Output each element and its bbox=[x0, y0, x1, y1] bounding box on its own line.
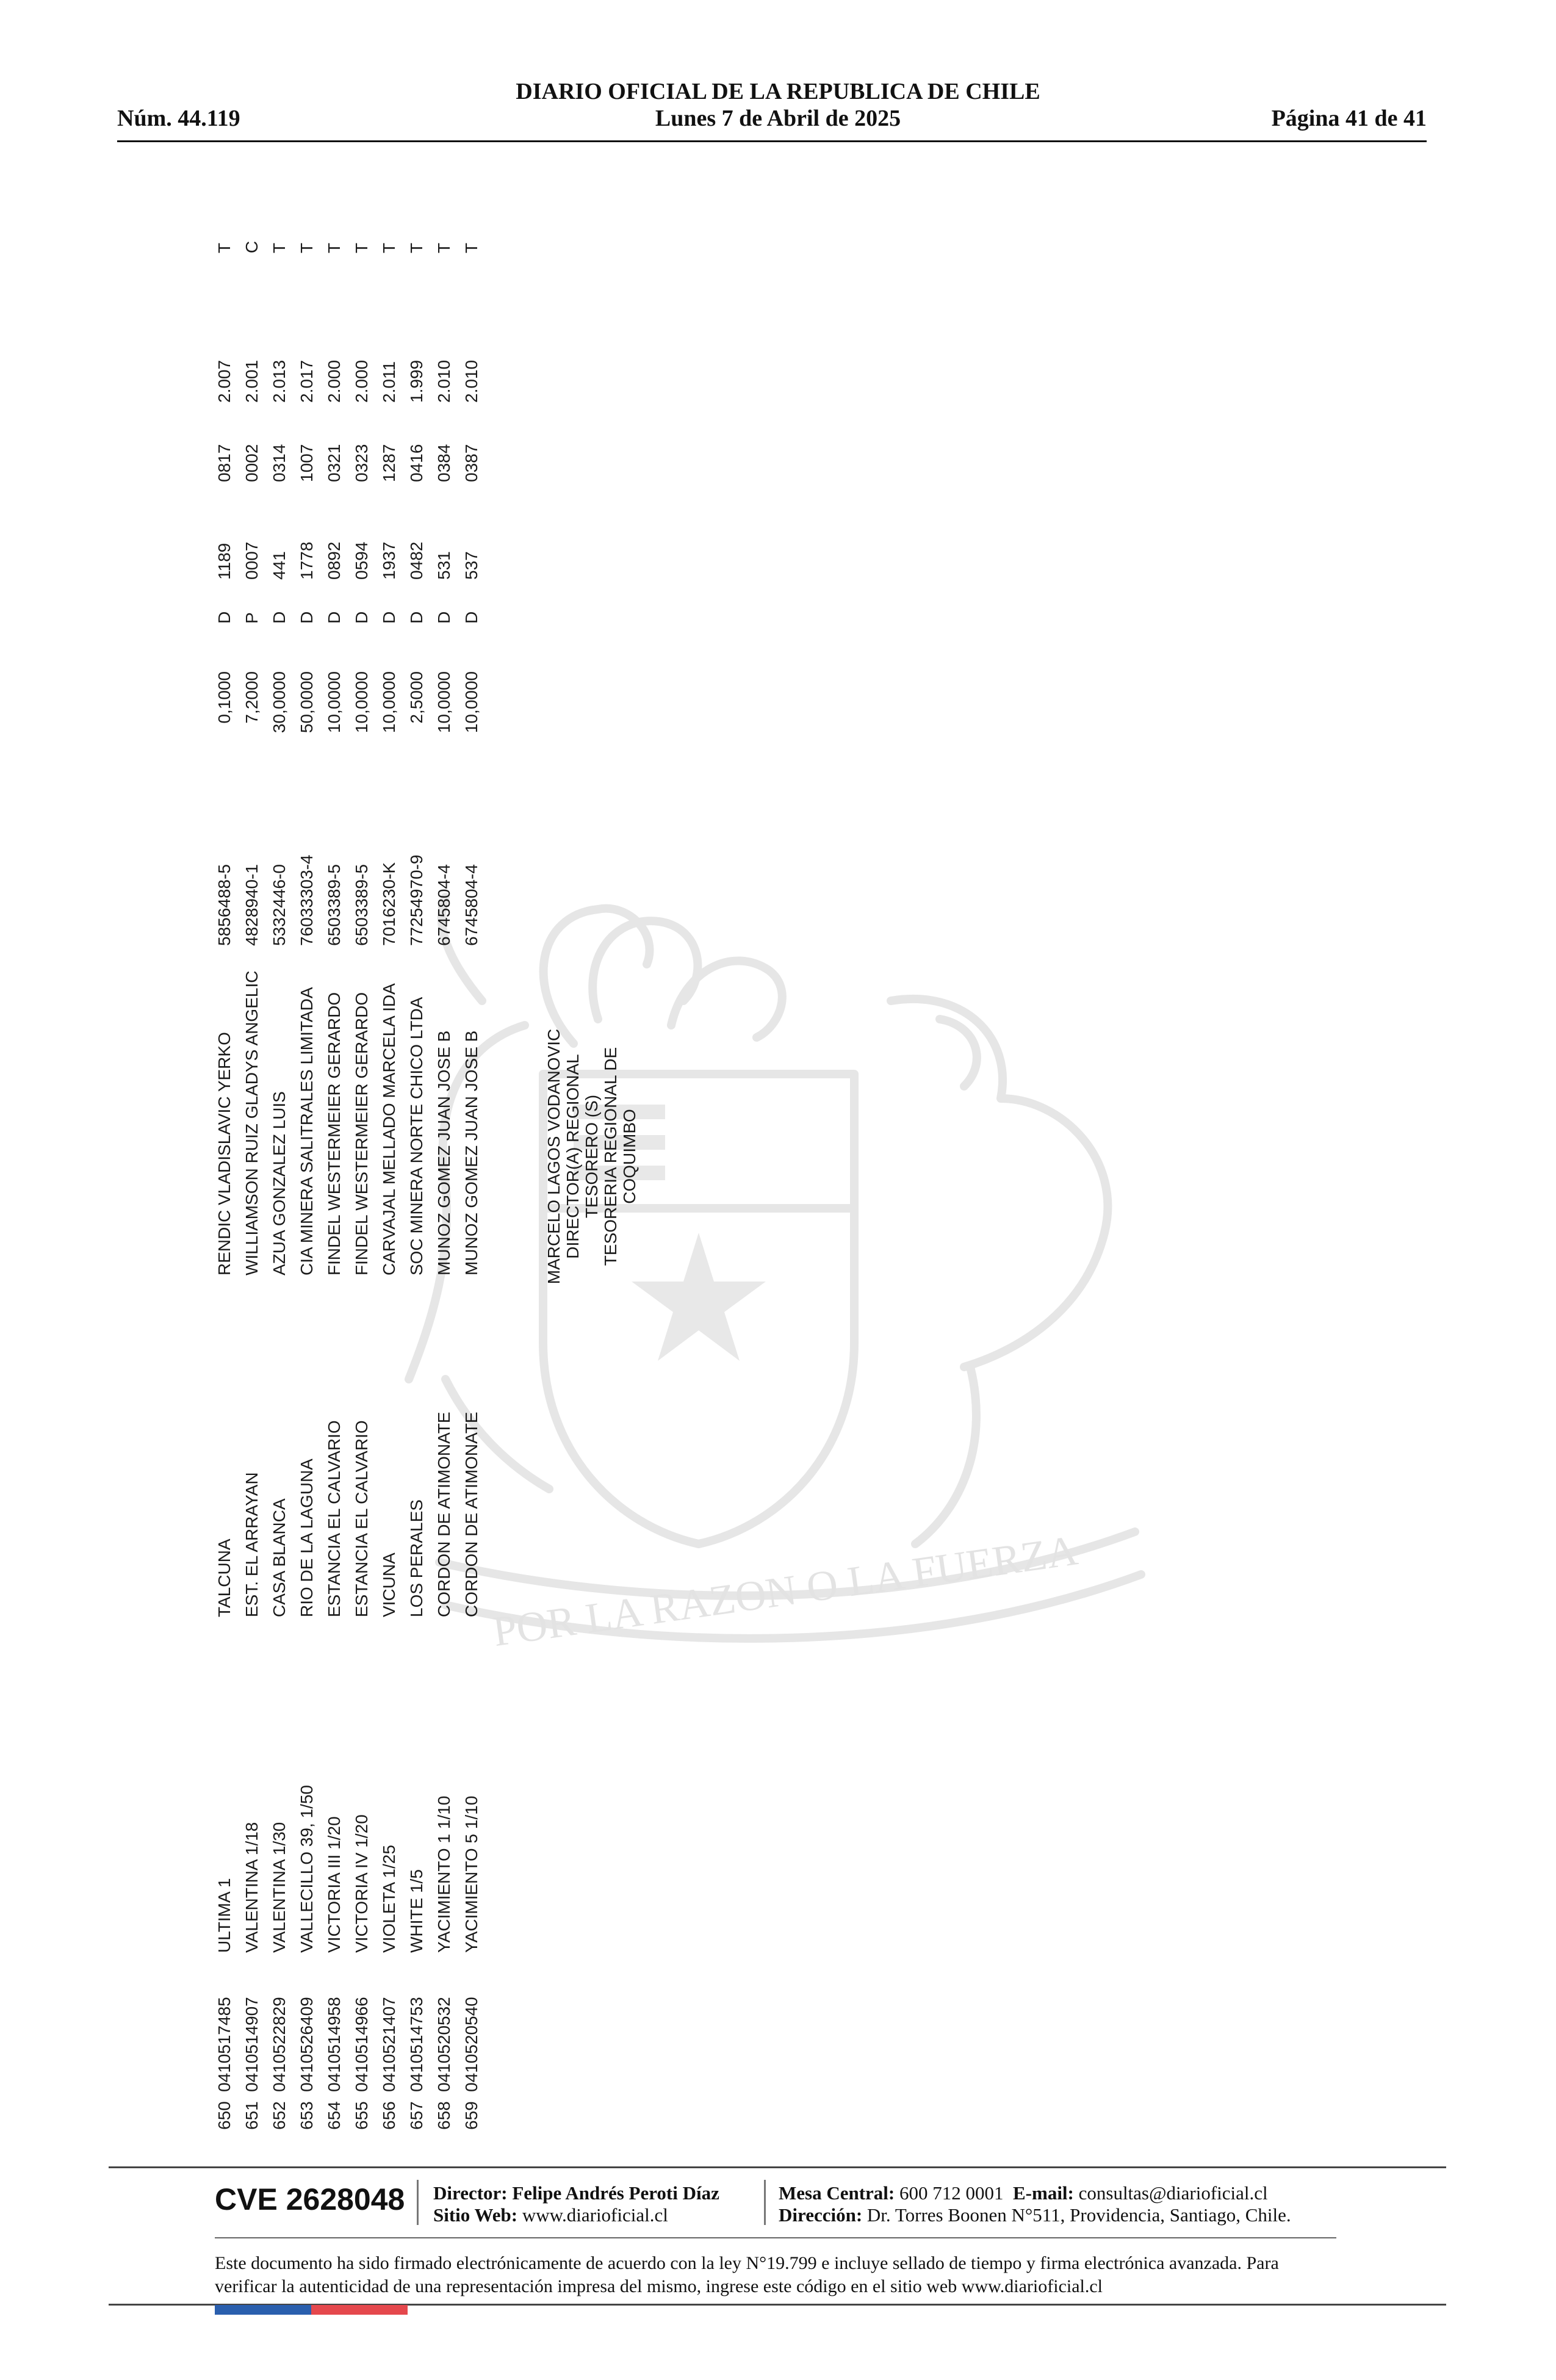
year-value: 1.999 bbox=[407, 359, 426, 403]
footer-separator bbox=[417, 2180, 419, 2225]
class-code: T bbox=[325, 242, 344, 253]
type-code: P bbox=[242, 612, 261, 624]
owner-name: SOC MINERA NORTE CHICO LTDA bbox=[407, 997, 426, 1275]
area-value: 30,0000 bbox=[270, 671, 289, 734]
area-value: 2,5000 bbox=[407, 671, 426, 724]
owner-name: AZUA GONZALEZ LUIS bbox=[270, 1091, 289, 1275]
email-label: E-mail: bbox=[1013, 2182, 1074, 2204]
location: CORDON DE ATIMONATE bbox=[462, 1412, 481, 1617]
signature-block bbox=[544, 1007, 654, 1306]
year-value: 2.013 bbox=[270, 359, 289, 403]
email-link[interactable]: consultas@diarioficial.cl bbox=[1078, 2182, 1268, 2204]
table-row bbox=[406, 220, 428, 2130]
concession-name: WHITE 1/5 bbox=[407, 1869, 426, 1953]
row-number: 654 bbox=[325, 2101, 344, 2130]
signer-role-1: DIRECTOR(A) REGIONAL bbox=[563, 1054, 582, 1259]
concession-code: 0410520540 bbox=[462, 1997, 481, 2092]
location: TALCUNA bbox=[215, 1538, 234, 1617]
register-number: 0594 bbox=[352, 541, 371, 580]
concession-name: YACIMIENTO 5 1/10 bbox=[462, 1795, 481, 1953]
director-name: Felipe Andrés Peroti Díaz bbox=[512, 2182, 719, 2204]
row-number: 656 bbox=[380, 2101, 398, 2130]
table-row bbox=[241, 220, 263, 2130]
concession-code: 0410526409 bbox=[297, 1997, 316, 2092]
type-code: D bbox=[434, 611, 453, 624]
location: CORDON DE ATIMONATE bbox=[434, 1412, 453, 1617]
register-number: 0892 bbox=[325, 541, 344, 580]
area-value: 10,0000 bbox=[434, 671, 453, 734]
footer-contact-block bbox=[779, 2182, 1291, 2226]
header-rule bbox=[117, 140, 1427, 142]
table-row bbox=[433, 220, 455, 2130]
table-row bbox=[351, 220, 373, 2130]
owner-rut: 6503389-5 bbox=[325, 864, 344, 946]
concession-name: YACIMIENTO 1 1/10 bbox=[434, 1795, 453, 1953]
footer-rule-mid bbox=[215, 2237, 1336, 2238]
concession-code: 0410514966 bbox=[352, 1997, 371, 2092]
cve-code: CVE 2628048 bbox=[215, 2182, 405, 2216]
phone-label: Mesa Central: bbox=[779, 2182, 895, 2204]
registry-table bbox=[214, 220, 494, 2130]
row-number: 655 bbox=[352, 2101, 371, 2130]
class-code: T bbox=[434, 242, 453, 253]
folio-number: 0323 bbox=[352, 444, 371, 482]
class-code: T bbox=[215, 242, 234, 253]
year-value: 2.000 bbox=[352, 359, 371, 403]
class-code: T bbox=[297, 242, 316, 253]
masthead-date: Lunes 7 de Abril de 2025 bbox=[655, 106, 901, 131]
year-value: 2.001 bbox=[242, 359, 261, 403]
site-label: Sitio Web: bbox=[433, 2204, 518, 2226]
concession-name: VIOLETA 1/25 bbox=[380, 1845, 398, 1953]
owner-rut: 6745804-4 bbox=[462, 864, 481, 946]
area-value: 10,0000 bbox=[325, 671, 344, 734]
folio-number: 1007 bbox=[297, 444, 316, 482]
row-number: 657 bbox=[407, 2101, 426, 2130]
concession-code: 0410514753 bbox=[407, 1997, 426, 2092]
class-code: C bbox=[242, 240, 261, 253]
director-label: Director: bbox=[433, 2182, 508, 2204]
year-value: 2.010 bbox=[462, 359, 481, 403]
owner-name: WILLIAMSON RUIZ GLADYS ANGELIC bbox=[242, 970, 261, 1275]
register-number: 1937 bbox=[380, 541, 398, 580]
row-number: 659 bbox=[462, 2101, 481, 2130]
concession-name: VALENTINA 1/18 bbox=[242, 1822, 261, 1953]
concession-code: 0410521407 bbox=[380, 1997, 398, 2092]
type-code: D bbox=[270, 611, 289, 624]
year-value: 2.007 bbox=[215, 359, 234, 403]
signer-office-1: TESORERIA REGIONAL DE bbox=[601, 1047, 620, 1266]
row-number: 653 bbox=[297, 2101, 316, 2130]
owner-name: CARVAJAL MELLADO MARCELA IDA bbox=[380, 983, 398, 1275]
folio-number: 0817 bbox=[215, 444, 234, 482]
flag-stripe-blue bbox=[215, 2305, 311, 2315]
type-code: D bbox=[297, 611, 316, 624]
concession-name: VICTORIA IV 1/20 bbox=[352, 1814, 371, 1953]
area-value: 0,1000 bbox=[215, 671, 234, 724]
class-code: T bbox=[270, 242, 289, 253]
area-value: 50,0000 bbox=[297, 671, 316, 734]
concession-name: VALLECILLO 39, 1/50 bbox=[297, 1785, 316, 1953]
area-value: 10,0000 bbox=[380, 671, 398, 734]
table-row bbox=[214, 220, 236, 2130]
signer-role-2: TESORERO (S) bbox=[582, 1094, 601, 1219]
issue-number: Núm. 44.119 bbox=[117, 106, 240, 131]
owner-name: CIA MINERA SALITRALES LIMITADA bbox=[297, 987, 316, 1275]
folio-number: 0314 bbox=[270, 444, 289, 482]
concession-code: 0410522829 bbox=[270, 1997, 289, 2092]
register-number: 1778 bbox=[297, 541, 316, 580]
class-code: T bbox=[352, 242, 371, 253]
register-number: 441 bbox=[270, 551, 289, 580]
footer-separator bbox=[764, 2180, 766, 2225]
location: CASA BLANCA bbox=[270, 1498, 289, 1617]
folio-number: 0321 bbox=[325, 444, 344, 482]
class-code: T bbox=[407, 242, 426, 253]
type-code: D bbox=[380, 611, 398, 624]
folio-number: 1287 bbox=[380, 444, 398, 482]
signer-name: MARCELO LAGOS VODANOVIC bbox=[544, 1028, 563, 1285]
type-code: D bbox=[407, 611, 426, 624]
table-row bbox=[268, 220, 290, 2130]
concession-name: VALENTINA 1/30 bbox=[270, 1822, 289, 1953]
year-value: 2.010 bbox=[434, 359, 453, 403]
address-value: Dr. Torres Boonen N°511, Providencia, Santiago, Chile. bbox=[866, 2204, 1291, 2226]
folio-number: 0002 bbox=[242, 444, 261, 482]
owner-name: FINDEL WESTERMEIER GERARDO bbox=[352, 992, 371, 1275]
row-number: 650 bbox=[215, 2101, 234, 2130]
folio-number: 0387 bbox=[462, 444, 481, 482]
year-value: 2.000 bbox=[325, 359, 344, 403]
type-code: D bbox=[215, 611, 234, 624]
masthead-title: DIARIO OFICIAL DE LA REPUBLICA DE CHILE bbox=[516, 79, 1040, 104]
watermark-motto: POR LA RAZON O LA FUERZA bbox=[489, 1527, 1081, 1656]
row-number: 651 bbox=[242, 2101, 261, 2130]
owner-name: RENDIC VLADISLAVIC YERKO bbox=[215, 1032, 234, 1275]
signer-office-2: COQUIMBO bbox=[620, 1109, 639, 1204]
register-number: 537 bbox=[462, 551, 481, 580]
register-number: 0482 bbox=[407, 541, 426, 580]
concession-name: ULTIMA 1 bbox=[215, 1878, 234, 1953]
type-code: D bbox=[462, 611, 481, 624]
concession-name: VICTORIA III 1/20 bbox=[325, 1816, 344, 1953]
owner-rut: 5856488-5 bbox=[215, 864, 234, 946]
table-row bbox=[461, 220, 483, 2130]
location: ESTANCIA EL CALVARIO bbox=[325, 1420, 344, 1617]
owner-rut: 6503389-5 bbox=[352, 864, 371, 946]
address-label: Dirección: bbox=[779, 2204, 863, 2226]
owner-name: MUNOZ GOMEZ JUAN JOSE B bbox=[434, 1030, 453, 1275]
table-row bbox=[323, 220, 345, 2130]
type-code: D bbox=[352, 611, 371, 624]
location: LOS PERALES bbox=[407, 1499, 426, 1617]
class-code: T bbox=[380, 242, 398, 253]
area-value: 7,2000 bbox=[242, 671, 261, 724]
legal-notice: Este documento ha sido firmado electrónicamente de acuerdo con la ley N°19.799 e incluye sellado de tiempo y firma electrónica avanzada. Para verificar la autenticidad de una representación impresa del mismo, ingrese este código en el sitio web www.diarioficial.cl bbox=[215, 2253, 1279, 2296]
register-number: 0007 bbox=[242, 541, 261, 580]
footer-director-block bbox=[433, 2182, 719, 2226]
owner-name: MUNOZ GOMEZ JUAN JOSE B bbox=[462, 1030, 481, 1275]
page-indicator: Página 41 de 41 bbox=[1271, 106, 1427, 131]
register-number: 531 bbox=[434, 551, 453, 580]
site-link[interactable]: www.diarioficial.cl bbox=[522, 2204, 668, 2226]
owner-rut: 76033303-4 bbox=[297, 854, 316, 946]
owner-rut: 4828940-1 bbox=[242, 864, 261, 946]
year-value: 2.011 bbox=[380, 361, 398, 403]
row-number: 658 bbox=[434, 2101, 453, 2130]
owner-rut: 77254970-9 bbox=[407, 854, 426, 946]
folio-number: 0416 bbox=[407, 444, 426, 482]
owner-name: FINDEL WESTERMEIER GERARDO bbox=[325, 992, 344, 1275]
table-row bbox=[378, 220, 400, 2130]
year-value: 2.017 bbox=[297, 359, 316, 403]
flag-stripe-red bbox=[311, 2305, 408, 2315]
class-code: T bbox=[462, 242, 481, 253]
concession-code: 0410520532 bbox=[434, 1997, 453, 2092]
area-value: 10,0000 bbox=[462, 671, 481, 734]
register-number: 1189 bbox=[215, 543, 234, 580]
location: VICUNA bbox=[380, 1552, 398, 1617]
owner-rut: 6745804-4 bbox=[434, 864, 453, 946]
concession-code: 0410517485 bbox=[215, 1997, 234, 2092]
location: RIO DE LA LAGUNA bbox=[297, 1459, 316, 1617]
owner-rut: 7016230-K bbox=[380, 862, 398, 946]
owner-rut: 5332446-0 bbox=[270, 864, 289, 946]
concession-code: 0410514958 bbox=[325, 1997, 344, 2092]
area-value: 10,0000 bbox=[352, 671, 371, 734]
type-code: D bbox=[325, 611, 344, 624]
location: EST. EL ARRAYAN bbox=[242, 1472, 261, 1617]
phone-value: 600 712 0001 bbox=[899, 2182, 1004, 2204]
footer-rule-top bbox=[109, 2166, 1446, 2168]
folio-number: 0384 bbox=[434, 444, 453, 482]
location: ESTANCIA EL CALVARIO bbox=[352, 1420, 371, 1617]
row-number: 652 bbox=[270, 2101, 289, 2130]
concession-code: 0410514907 bbox=[242, 1997, 261, 2092]
table-row bbox=[296, 220, 318, 2130]
